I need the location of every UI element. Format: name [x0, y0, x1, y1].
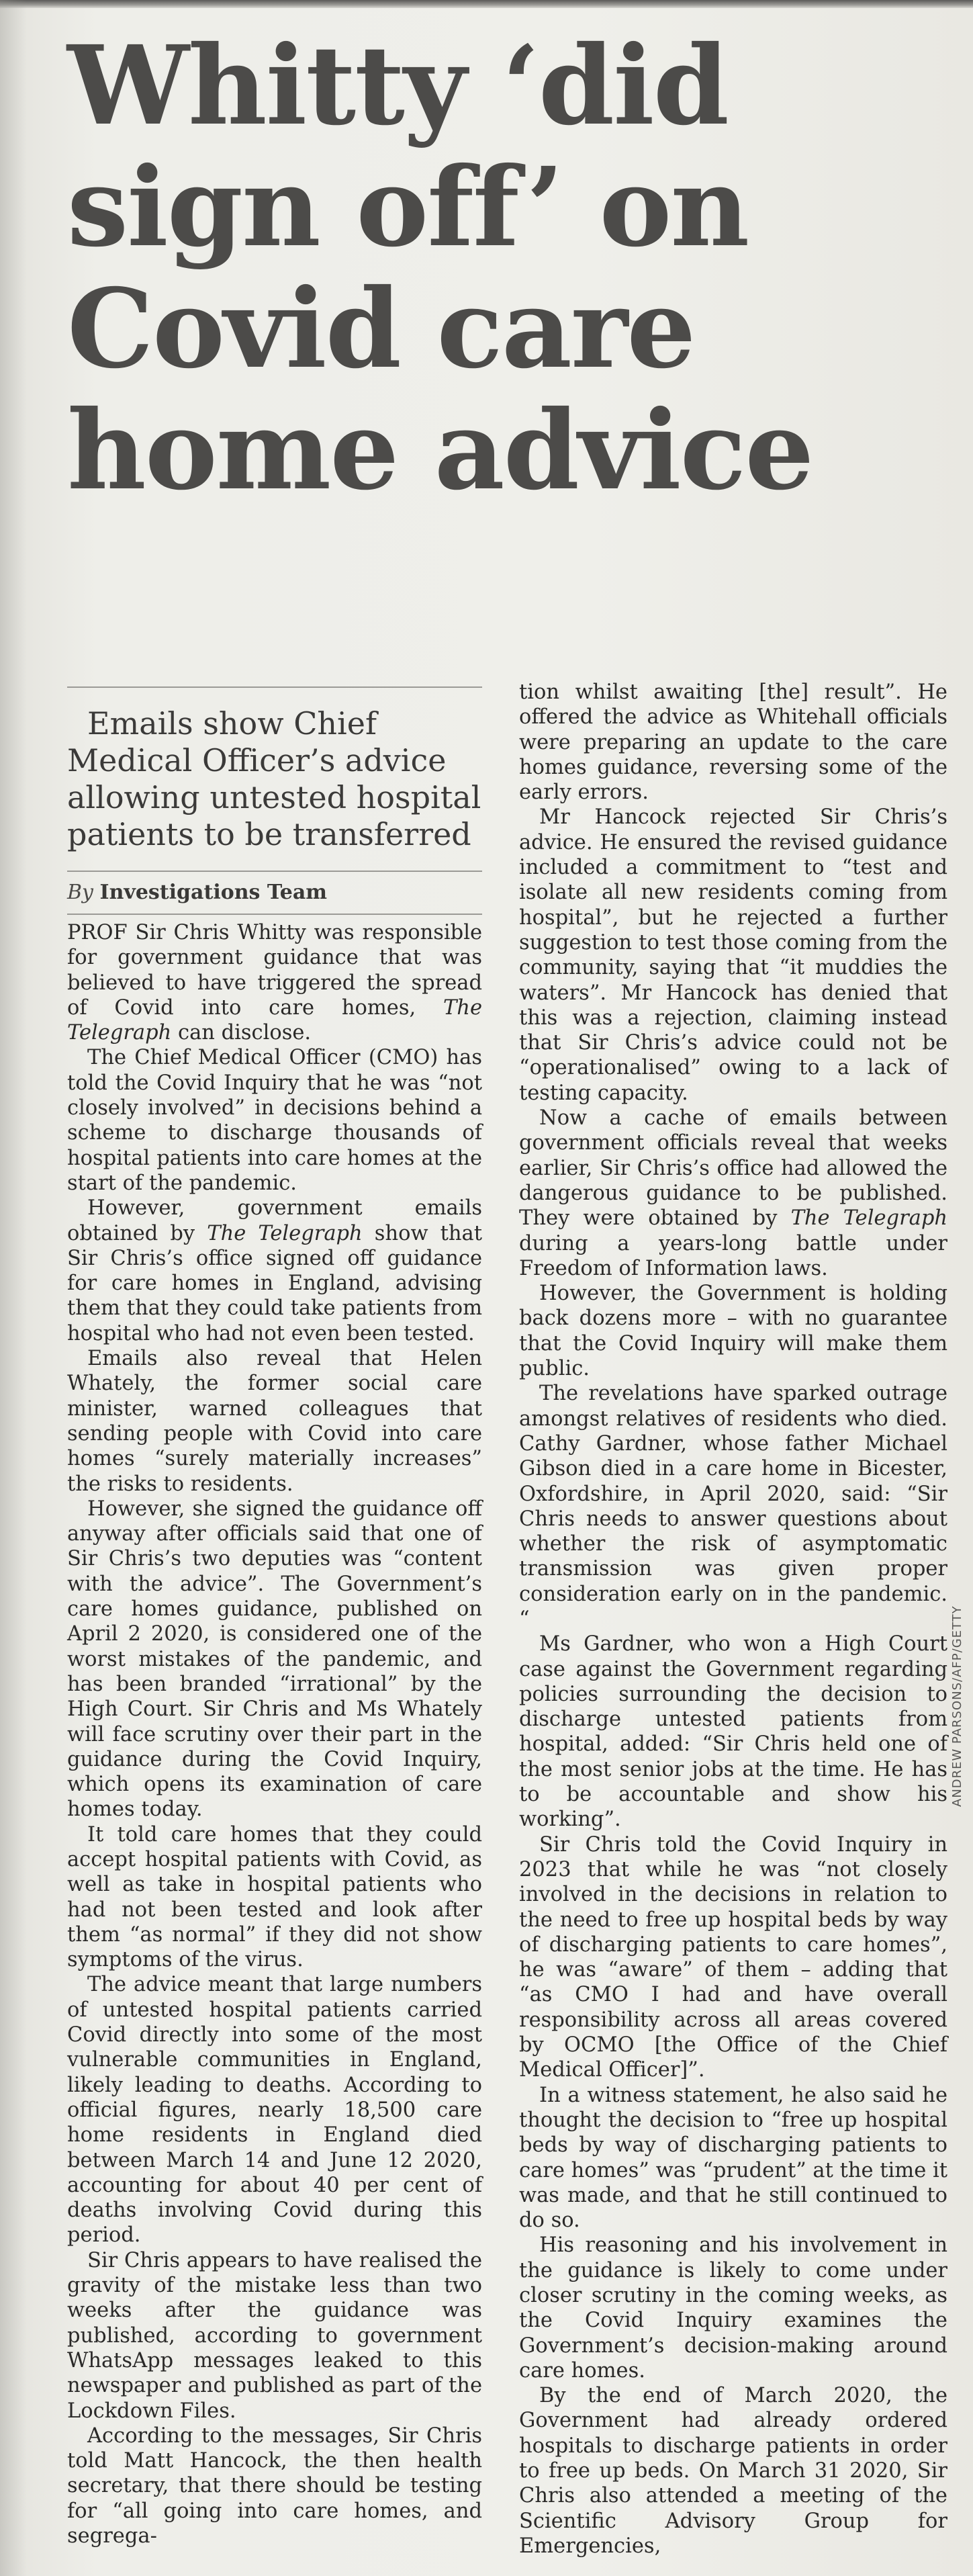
paragraph-text: show that Sir Chris’s office signed off guidance for care homes in England, advising them that they could take patients from hospital who had not even been tested. — [67, 1221, 482, 1345]
body-paragraph: His reasoning and his involvement in the guidance is likely to come under closer scrutiny in the coming weeks, as the Covid Inquiry examines the Government’s decision-making around care homes. — [519, 2233, 947, 2383]
headline — [67, 22, 907, 515]
body-paragraph: It told care homes that they could accept hospital patients with Covid, as well as take in hospital patients who had not been tested and look after them “as normal” if they did not show symptoms of the virus. — [67, 1822, 482, 1972]
body-paragraph — [67, 1196, 482, 1346]
publication-name: The Telegraph — [67, 995, 482, 1045]
page-top-rule — [0, 0, 973, 8]
body-paragraph: Emails also reveal that Helen Whately, the former social care minister, warned colleagues that sending people with Covid into care homes “surely materially increases” the risks to residents. — [67, 1347, 482, 1496]
paragraph-text: during a years-long battle under Freedom of Information laws. — [519, 1231, 947, 1280]
body-paragraph: Ms Gardner, who won a High Court case against the Government regarding policies surrounding the decision to discharge untested patients from hospital, added: “Sir Chris held one of the most senior jobs at the time. He has to be accountable and show his working”. — [519, 1632, 947, 1832]
publication-name: The Telegraph — [790, 1206, 947, 1231]
paragraph-text: However, government emails obtained by — [67, 1196, 482, 1245]
body-paragraph: The advice meant that large numbers of untested hospital patients carried Covid directly into some of the most vulnerable communities in England, likely leading to deaths. According to official figures, nearly 18,500 care home residents in England died between March 14 and June 12 2020, accounting for about 40 per cent of deaths involving Covid during this period. — [67, 1973, 482, 2248]
body-paragraph: Sir Chris told the Covid Inquiry in 2023 that while he was “not closely involved in the decisions in relation to the need to free up hospital beds by way of discharging patients to care homes”, he was “aware” of them – adding that “as CMO I had and have overall responsibility across all areas covered by OCMO [the Office of the Chief Medical Officer]”. — [519, 1832, 947, 2082]
byline-prefix: By — [67, 881, 93, 904]
headline-line-4: home advice — [67, 387, 813, 515]
byline — [67, 871, 482, 915]
body-paragraph: The Chief Medical Officer (CMO) has told the Covid Inquiry that he was “not closely involved” in decisions behind a scheme to discharge thousands of hospital patients into care homes at the start of the pandemic. — [67, 1046, 482, 1195]
photo-credit — [947, 1545, 968, 1807]
photo-credit-text: ANDREW PARSONS/AFP/GETTY — [950, 1605, 964, 1807]
paragraph-text: can disclose. — [171, 1021, 312, 1045]
body-paragraph: By the end of March 2020, the Government had already ordered hospitals to discharge patients in order to free up beds. On March 31 2020, Sir Chris also attended a meeting of the Scientific Advisory Group for Emergencies, — [519, 2384, 947, 2558]
body-paragraph: Mr Hancock rejected Sir Chris’s advice. He ensured the revised guidance included a commitment to “test and isolate all new residents coming from hospital”, but he rejected a further suggestion to test those coming from the community, saying that “it muddies the waters”. Mr Hancock has denied that this was a rejection, claiming instead that Sir Chris’s advice could not be “operationalised” owing to a lack of testing capacity. — [519, 805, 947, 1105]
body-paragraph: The revelations have sparked outrage amongst relatives of residents who died. Cathy Gardner, whose father Michael Gibson died in a care home in Bicester, Oxfordshire, in April 2020, said: “Sir Chris needs to answer questions about whether the risk of asymptomatic transmission was given proper consideration early on in the pandemic. “ — [519, 1382, 947, 1631]
body-paragraph: According to the messages, Sir Chris told Matt Hancock, the then health secretary, that there should be testing for “all going into care homes, and segrega- — [67, 2424, 482, 2548]
paragraph-text: Now a cache of emails between government officials reveal that weeks earlier, Sir Chris’s office had allowed the dangerous guidance to be published. They were obtained by — [519, 1106, 947, 1231]
lead-word: PROF — [67, 921, 128, 944]
body-paragraph: tion whilst awaiting [the] result”. He offered the advice as Whitehall officials were preparing an update to the care homes guidance, reversing some of the early errors. — [519, 680, 947, 805]
article-column-left — [67, 686, 482, 2548]
publication-name: The Telegraph — [207, 1221, 363, 1245]
byline-author: Investigations Team — [99, 881, 328, 904]
headline-line-1: Whitty ‘did — [67, 22, 728, 150]
headline-line-2: sign off’ on — [67, 144, 749, 271]
body-paragraph: However, the Government is holding back dozens more – with no guarantee that the Covid Inquiry will make them public. — [519, 1282, 947, 1381]
body-paragraph: However, she signed the guidance off anyway after officials said that one of Sir Chris’s two deputies was “content with the advice”. The Government’s care homes guidance, published on April 2 2020, is considered one of the worst mistakes of the pandemic, and has been branded “irrational” by the High Court. Sir Chris and Ms Whately will face scrutiny over their part in the guidance during the Covid Inquiry, which opens its examination of care homes today. — [67, 1497, 482, 1822]
standfirst-rule — [67, 686, 482, 688]
paragraph-text: Sir Chris Whitty was responsible for government guidance that was believed to have triggered the spread of Covid into care homes, — [67, 921, 482, 1020]
body-paragraph — [519, 1106, 947, 1281]
body-paragraph: In a witness statement, he also said he thought the decision to “free up hospital beds by way of discharging patients to care homes” was “prudent” at the time it was made, and that he still continued to do so. — [519, 2083, 947, 2233]
body-paragraph — [67, 920, 482, 1045]
article-column-right — [519, 680, 947, 2559]
standfirst: Emails show Chief Medical Officer’s advice allowing untested hospital patients to be transferred — [67, 705, 481, 852]
scan-shadow — [0, 0, 27, 2576]
body-paragraph: Sir Chris appears to have realised the gravity of the mistake less than two weeks after the guidance was published, according to government WhatsApp messages leaked to this newspaper and published as part of the Lockdown Files. — [67, 2248, 482, 2423]
headline-line-3: Covid care — [67, 265, 695, 393]
